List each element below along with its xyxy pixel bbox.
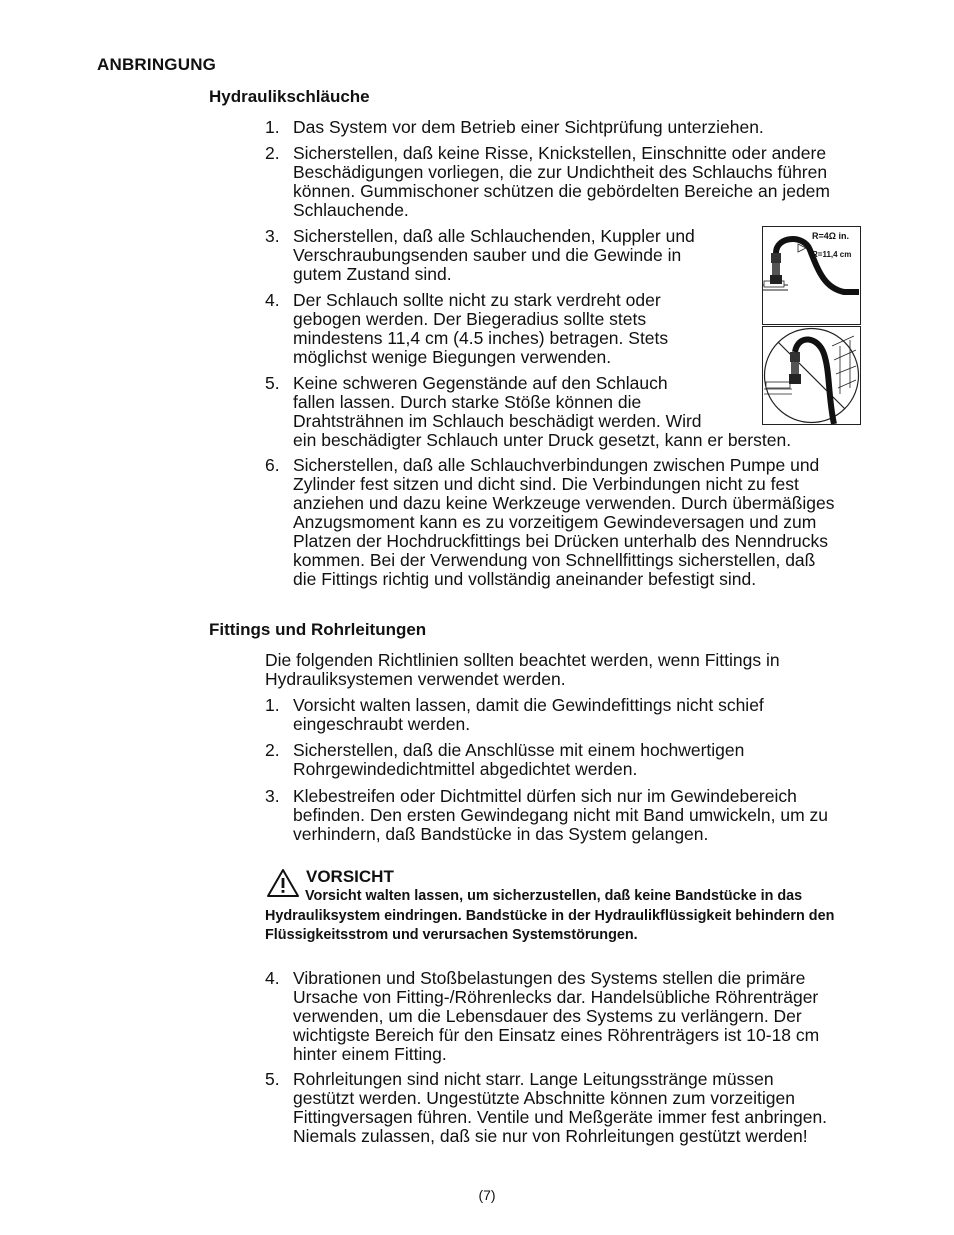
item-line: Sicherstellen, daß alle Schlauchverbindungen zwischen Pumpe und bbox=[293, 455, 820, 475]
list-item bbox=[265, 1070, 827, 1146]
item-line: Sicherstellen, daß keine Risse, Knickstellen, Einschnitte oder andere bbox=[293, 143, 827, 163]
item-line: Rohrgewindedichtmittel abgedichtet werden. bbox=[293, 759, 638, 779]
item-number: 1. bbox=[265, 117, 280, 137]
item-line: Verschraubungsenden sauber und die Gewinde in bbox=[293, 245, 682, 265]
fittings-intro bbox=[265, 651, 885, 689]
item-line: möglichst wenige Biegungen verwenden. bbox=[293, 347, 612, 367]
item-line: Beschädigungen vorliegen, die zur Undichtheit des Schlauchs führen bbox=[293, 162, 828, 182]
item-number: 3. bbox=[265, 786, 280, 806]
section-title: ANBRINGUNG bbox=[97, 55, 217, 74]
prohibited-bend-illustration bbox=[762, 326, 861, 425]
list-item bbox=[265, 118, 764, 137]
item-number: 2. bbox=[265, 740, 280, 760]
item-number: 2. bbox=[265, 143, 280, 163]
list-item bbox=[265, 969, 819, 1064]
item-line: Das System vor dem Betrieb einer Sichtprüfung unterziehen. bbox=[293, 117, 764, 137]
item-line: können. Gummischoner schützen die gebördelten Bereiche an jedem bbox=[293, 181, 830, 201]
item-line: mindestens 11,4 cm (4.5 inches) betragen. Stets bbox=[293, 328, 669, 348]
item-line: kommen. Bei der Verwendung von Schnellfittings sicherstellen, daß bbox=[293, 550, 816, 570]
item-line: fallen lassen. Durch starke Stöße können die bbox=[293, 392, 642, 412]
caution-text bbox=[265, 887, 895, 946]
item-line: Niemals zulassen, daß sie nur von Rohrleitungen gestützt werden! bbox=[293, 1126, 808, 1146]
item-number: 5. bbox=[265, 1069, 280, 1089]
caution-line: Hydrauliksystem eindringen. Bandstücke in der Hydraulikflüssigkeit behindern den bbox=[265, 907, 835, 924]
caution-line: Vorsicht walten lassen, um sicherzustellen, daß keine Bandstücke in das bbox=[305, 888, 803, 904]
item-number: 4. bbox=[265, 968, 280, 988]
item-line: befinden. Den ersten Gewindegang nicht mit Band umwickeln, um zu bbox=[293, 805, 829, 825]
item-line: die Fittings richtig und vollständig aneinander befestigt sind. bbox=[293, 569, 757, 589]
intro-line: Hydrauliksystemen verwendet werden. bbox=[265, 669, 566, 689]
list-item bbox=[265, 374, 791, 450]
item-line: Keine schweren Gegenstände auf den Schlauch bbox=[293, 373, 668, 393]
hoses-heading: Hydraulikschläuche bbox=[209, 87, 370, 106]
list-item bbox=[265, 227, 695, 284]
item-line: verhindern, daß Bandstücke in das System gelangen. bbox=[293, 824, 709, 844]
item-line: verwenden, um die Lebensdauer des Systems zu verlängern. Der bbox=[293, 1006, 802, 1026]
item-line: Vibrationen und Stoßbelastungen des Systems stellen die primäre bbox=[293, 968, 806, 988]
item-line: ein beschädigter Schlauch unter Druck gesetzt, kann er bersten. bbox=[293, 430, 792, 450]
intro-line: Die folgenden Richtlinien sollten beachtet werden, wenn Fittings in bbox=[265, 650, 780, 670]
item-line: Anzugsmoment kann es zu vorzeitigem Gewindeversagen und zum bbox=[293, 512, 817, 532]
item-line: anziehen und dazu keine Werkzeuge verwenden. Durch übermäßiges bbox=[293, 493, 835, 513]
list-item bbox=[265, 291, 668, 367]
list-item bbox=[265, 456, 835, 589]
caution-title: VORSICHT bbox=[306, 867, 394, 886]
item-line: Rohrleitungen sind nicht starr. Lange Leitungsstränge müssen bbox=[293, 1069, 774, 1089]
item-line: Ursache von Fitting-/Röhrenlecks dar. Handelsübliche Röhrenträger bbox=[293, 987, 819, 1007]
item-number: 6. bbox=[265, 455, 280, 475]
item-number: 1. bbox=[265, 695, 280, 715]
item-line: gebogen werden. Der Biegeradius sollte stets bbox=[293, 309, 647, 329]
item-line: Sicherstellen, daß alle Schlauchenden, Kuppler und bbox=[293, 226, 695, 246]
item-line: Zylinder fest sitzen und dicht sind. Die Verbindungen nicht zu fest bbox=[293, 474, 799, 494]
item-line: Platzen der Hochdruckfittings bei Drücken unterhalb des Nenndrucks bbox=[293, 531, 829, 551]
item-line: gestützt werden. Ungestützte Abschnitte können zum vorzeitigen bbox=[293, 1088, 795, 1108]
item-line: Fittingversagen führen. Ventile und Meßgeräte immer fest anbringen. bbox=[293, 1107, 828, 1127]
caution-line: Flüssigkeitsstrom und verursachen Systemstörungen. bbox=[265, 927, 638, 943]
list-item bbox=[265, 144, 830, 220]
item-line: Sicherstellen, daß die Anschlüsse mit einem hochwertigen bbox=[293, 740, 745, 760]
list-item bbox=[265, 696, 764, 734]
radius-inch-label: R=4Ω in. bbox=[812, 231, 849, 241]
item-line: Drahtsträhnen im Schlauch beschädigt werden. Wird bbox=[293, 411, 702, 431]
item-number: 4. bbox=[265, 290, 280, 310]
list-item bbox=[265, 787, 828, 844]
list-item bbox=[265, 741, 744, 779]
item-number: 5. bbox=[265, 373, 280, 393]
item-line: hinter einem Fitting. bbox=[293, 1044, 447, 1064]
item-line: Klebestreifen oder Dichtmittel dürfen sich nur im Gewindebereich bbox=[293, 786, 797, 806]
bend-radius-illustration bbox=[762, 226, 861, 325]
item-line: Vorsicht walten lassen, damit die Gewindefittings nicht schief bbox=[293, 695, 764, 715]
fittings-heading: Fittings und Rohrleitungen bbox=[209, 620, 427, 639]
item-number: 3. bbox=[265, 226, 280, 246]
item-line: wichtigste Bereich für den Einsatz eines Röhrenträgers ist 10-18 cm bbox=[293, 1025, 820, 1045]
item-line: Schlauchende. bbox=[293, 200, 409, 220]
item-line: gutem Zustand sind. bbox=[293, 264, 452, 284]
item-line: eingeschraubt werden. bbox=[293, 714, 471, 734]
radius-cm-label: R=11,4 cm bbox=[812, 250, 852, 259]
item-line: Der Schlauch sollte nicht zu stark verdreht oder bbox=[293, 290, 661, 310]
page-number: (7) bbox=[478, 1187, 496, 1203]
